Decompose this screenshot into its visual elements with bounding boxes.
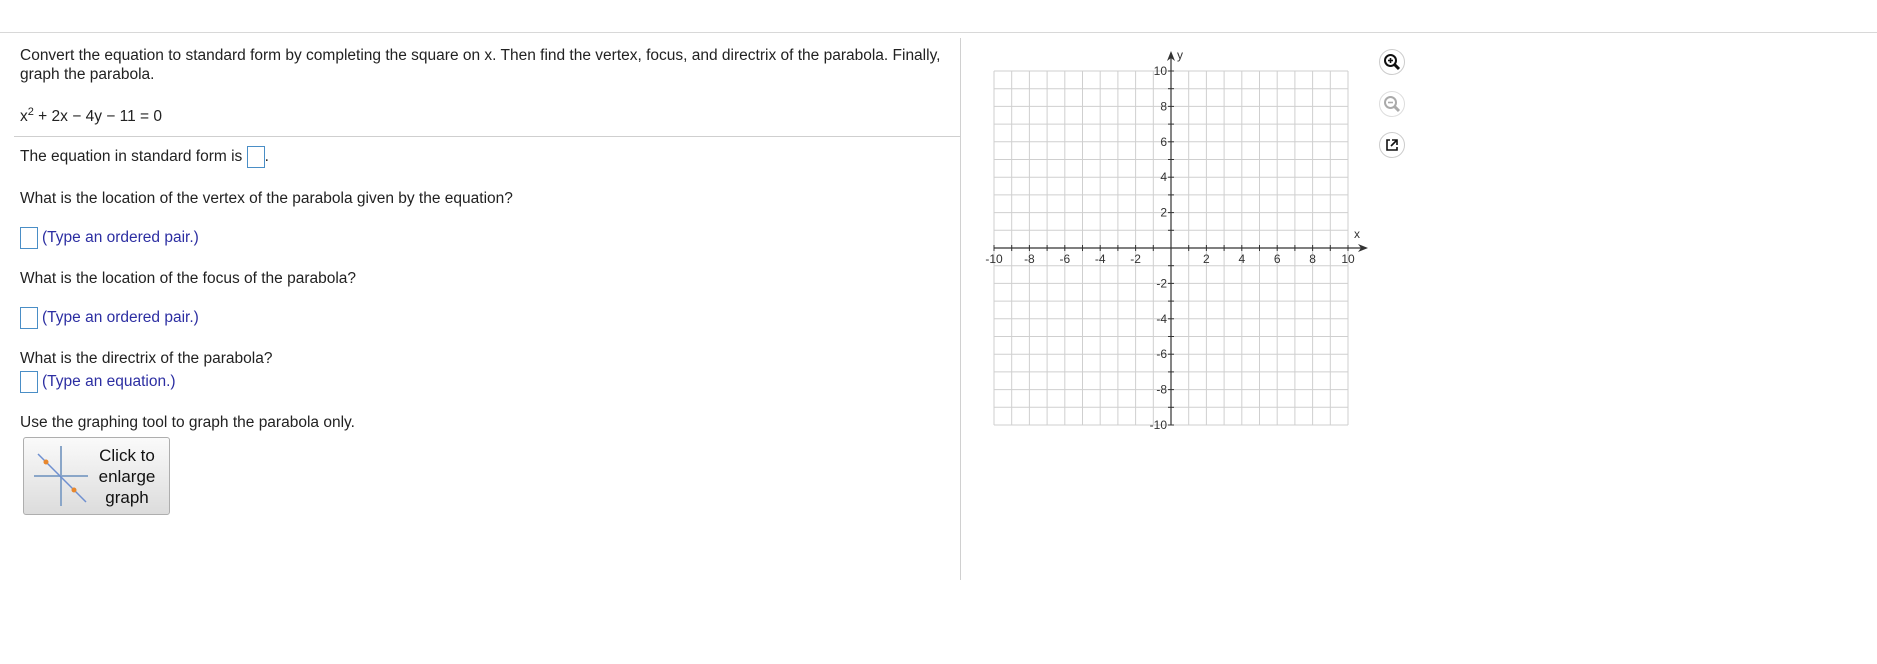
top-divider	[0, 32, 1877, 33]
enlarge-label	[88, 445, 166, 508]
y-tick-label: -2	[1156, 276, 1167, 291]
zoom-out-icon	[1380, 92, 1405, 117]
enlarge-graph-button[interactable]	[23, 437, 170, 515]
directrix-row	[20, 371, 176, 393]
focus-input[interactable]	[20, 307, 38, 329]
x-tick-label: 10	[1341, 252, 1355, 266]
graph-thumbnail-icon	[32, 444, 90, 508]
y-tick-label: 8	[1160, 99, 1167, 114]
y-axis-label: y	[1177, 48, 1183, 62]
y-tick-label: 4	[1160, 170, 1167, 185]
coordinate-graph[interactable]	[985, 46, 1375, 436]
zoom-out-button[interactable]	[1378, 90, 1406, 118]
x-tick-label: 2	[1203, 252, 1210, 266]
vertex-hint: (Type an ordered pair.)	[42, 229, 199, 246]
vertex-row	[20, 227, 199, 249]
enlarge-label-line2: enlarge	[98, 467, 156, 486]
popout-icon	[1380, 133, 1405, 158]
graph-axes	[994, 51, 1368, 425]
question-instruction: Convert the equation to standard form by completing the square on x. Then find the vertex, focus, and directrix of the parabola. Finally, graph the parabola.	[20, 47, 941, 83]
standard-form-period: .	[264, 148, 269, 165]
y-tick-label: 2	[1160, 205, 1167, 220]
directrix-input[interactable]	[20, 371, 38, 393]
y-tick-label: 10	[1153, 64, 1167, 78]
graph-instruction: Use the graphing tool to graph the parabola only.	[20, 414, 355, 431]
x-axis-label: x	[1354, 227, 1360, 241]
directrix-hint: (Type an equation.)	[42, 373, 176, 390]
equation-exponent: 2	[27, 106, 34, 118]
x-tick-label: -2	[1130, 252, 1141, 266]
question-separator	[14, 136, 960, 137]
x-tick-label: 6	[1273, 252, 1281, 266]
panel-divider	[960, 38, 961, 580]
given-equation	[20, 106, 162, 126]
y-tick-label: -4	[1156, 311, 1167, 326]
x-tick-label: 4	[1238, 252, 1246, 266]
y-tick-label: -10	[1149, 418, 1167, 432]
standard-form-row	[20, 146, 269, 168]
focus-hint: (Type an ordered pair.)	[42, 309, 199, 326]
focus-question: What is the location of the focus of the parabola?	[20, 270, 357, 287]
focus-row	[20, 307, 199, 329]
vertex-input[interactable]	[20, 227, 38, 249]
y-tick-label: -6	[1156, 347, 1167, 362]
x-tick-label: -10	[985, 252, 1003, 266]
enlarge-label-line3: graph	[105, 488, 149, 507]
enlarge-label-line1: Click to	[99, 446, 155, 465]
zoom-in-button[interactable]	[1378, 48, 1406, 76]
y-tick-label: -8	[1156, 382, 1167, 397]
standard-form-label: The equation in standard form is	[20, 148, 243, 165]
directrix-question: What is the directrix of the parabola?	[20, 350, 273, 367]
x-tick-label: -8	[1024, 252, 1035, 266]
vertex-question: What is the location of the vertex of the parabola given by the equation?	[20, 190, 513, 207]
popout-button[interactable]	[1378, 131, 1406, 159]
x-tick-label: -4	[1094, 252, 1106, 266]
y-tick-label: 6	[1160, 134, 1167, 149]
equation-base: x	[20, 108, 28, 125]
x-tick-label: 8	[1309, 252, 1316, 266]
zoom-in-icon	[1380, 50, 1405, 75]
equation-rest: + 2x − 4y − 11 = 0	[33, 108, 162, 125]
x-tick-label: -6	[1059, 252, 1071, 266]
standard-form-input[interactable]	[247, 146, 265, 168]
